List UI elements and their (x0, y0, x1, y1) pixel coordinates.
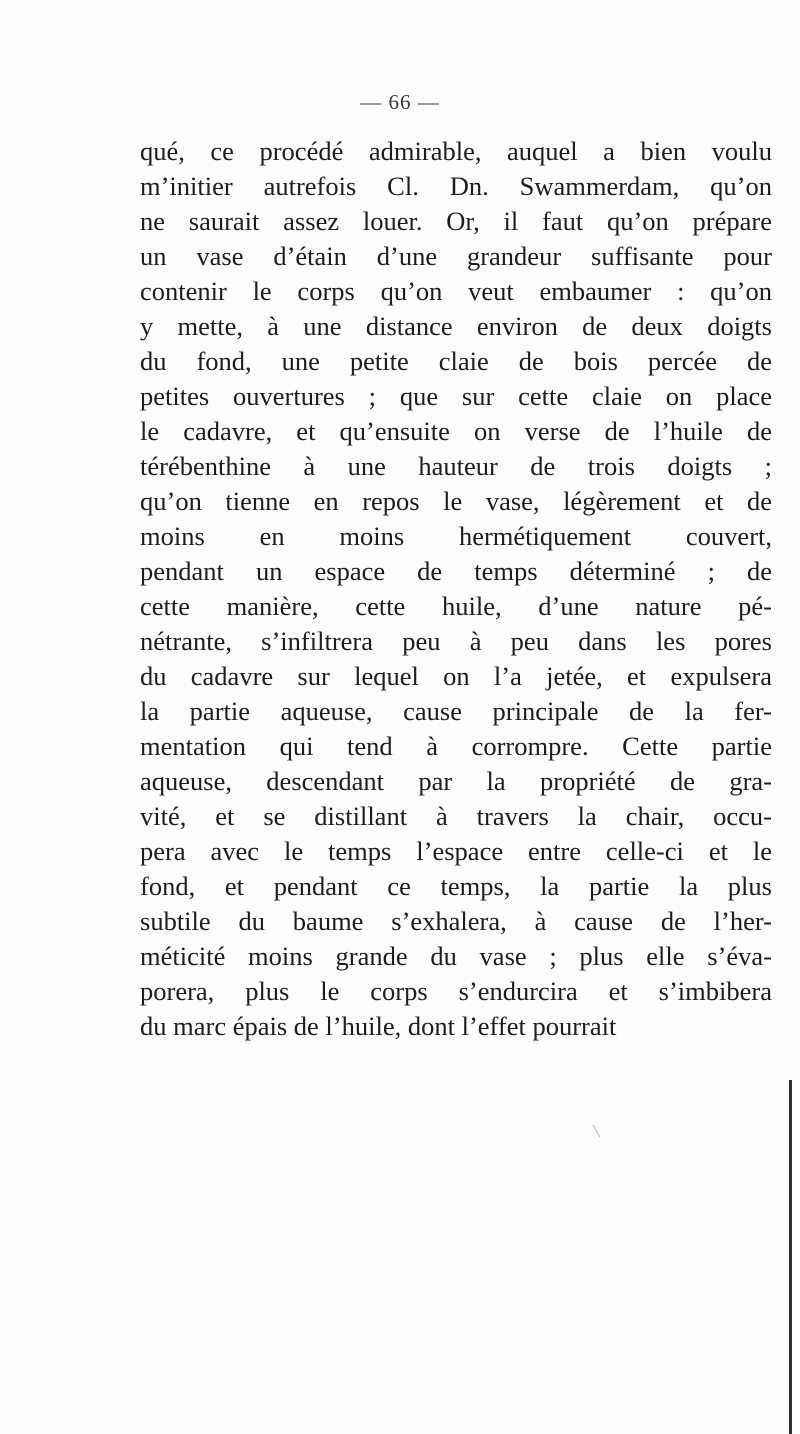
text-line: m’initier autrefois Cl. Dn. Swammerdam, qu’on (140, 171, 772, 201)
stray-pencil-mark (593, 1125, 601, 1138)
text-line: le cadavre, et qu’ensuite on verse de l’huile de (140, 416, 772, 446)
text-line: qué, ce procédé admirable, auquel a bien voulu (140, 136, 772, 166)
text-line: ne saurait assez louer. Or, il faut qu’on prépare (140, 206, 772, 236)
text-line: contenir le corps qu’on veut embaumer : qu’on (140, 276, 772, 306)
text-line: pera avec le temps l’espace entre celle-ci et le (140, 836, 772, 866)
text-line: la partie aqueuse, cause principale de la fer- (140, 696, 772, 726)
text-line: un vase d’étain d’une grandeur suffisante pour (140, 241, 772, 271)
text-line: fond, et pendant ce temps, la partie la plus (140, 871, 772, 901)
text-line: subtile du baume s’exhalera, à cause de l’her- (140, 906, 772, 936)
text-line: térébenthine à une hauteur de trois doigts ; (140, 451, 772, 481)
text-line: aqueuse, descendant par la propriété de gra- (140, 766, 772, 796)
text-line: qu’on tienne en repos le vase, légèrement et de (140, 486, 772, 516)
text-line: y mette, à une distance environ de deux doigts (140, 311, 772, 341)
text-line: cette manière, cette huile, d’une nature pé- (140, 591, 772, 621)
text-line: moins en moins hermétiquement couvert, (140, 521, 772, 551)
text-line: méticité moins grande du vase ; plus elle s’éva- (140, 941, 772, 971)
text-line: vité, et se distillant à travers la chair, occu- (140, 801, 772, 831)
body-text (140, 134, 772, 1044)
page-edge-shadow (789, 1080, 792, 1434)
page-number-header: — 66 — (360, 90, 440, 114)
text-line: nétrante, s’infiltrera peu à peu dans les pores (140, 626, 772, 656)
text-line: petites ouvertures ; que sur cette claie on place (140, 381, 772, 411)
text-line: porera, plus le corps s’endurcira et s’imbibera (140, 976, 772, 1006)
text-line: du fond, une petite claie de bois percée de (140, 346, 772, 376)
text-line: mentation qui tend à corrompre. Cette partie (140, 731, 772, 761)
text-line: du cadavre sur lequel on l’a jetée, et expulsera (140, 661, 772, 691)
text-line: du marc épais de l’huile, dont l’effet pourrait (140, 1011, 617, 1041)
text-line: pendant un espace de temps déterminé ; de (140, 556, 772, 586)
